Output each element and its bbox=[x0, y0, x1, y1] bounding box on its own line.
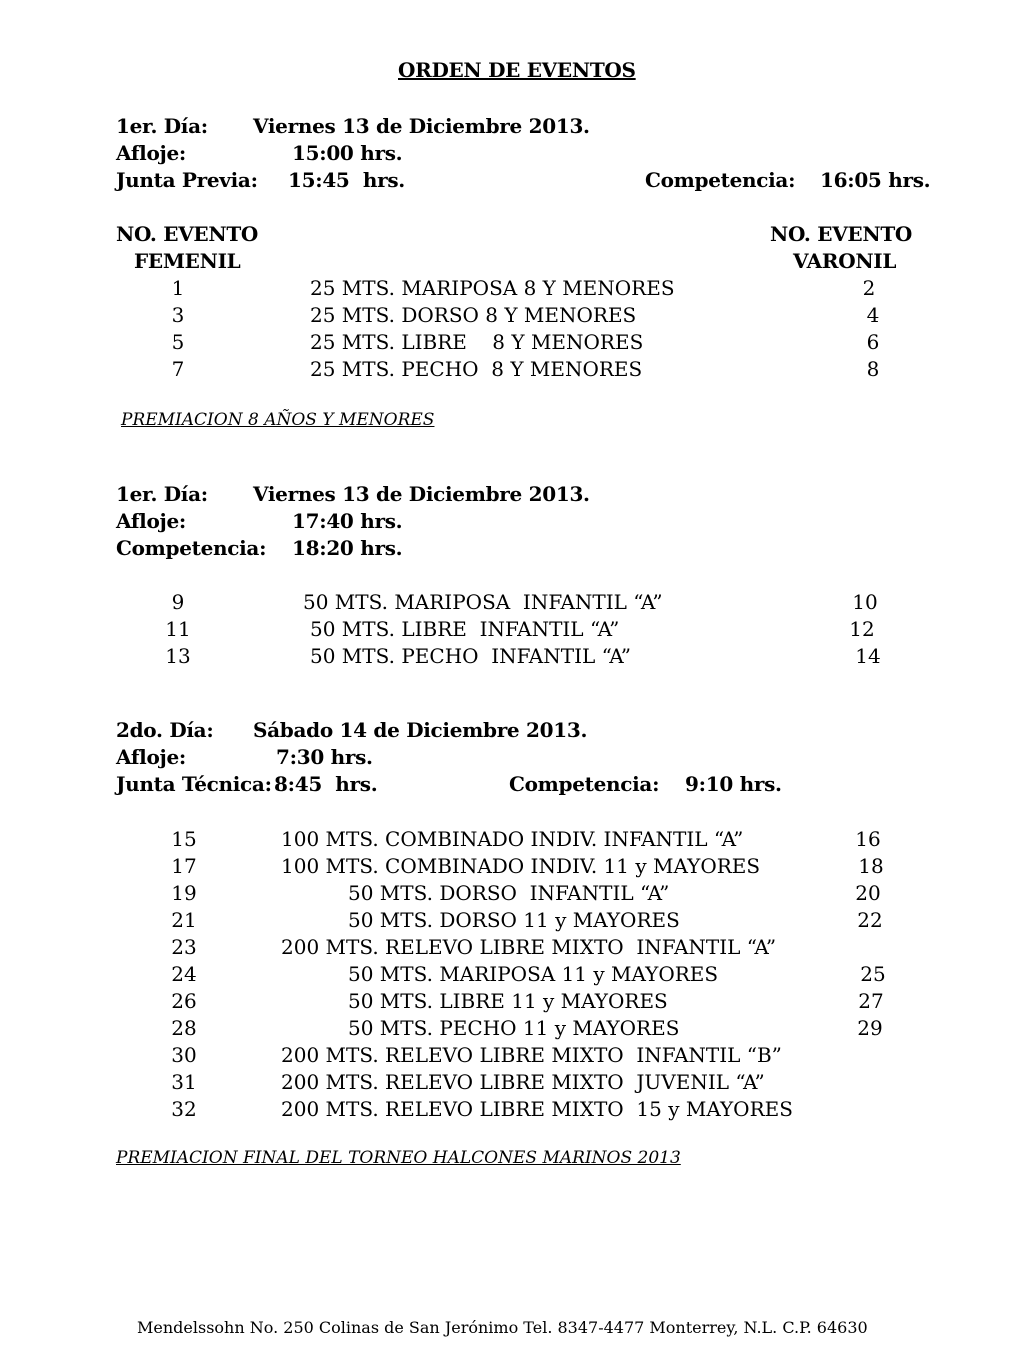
event-number-varonil: 8 bbox=[866, 357, 880, 381]
event-number-varonil: 20 bbox=[855, 881, 881, 905]
event-number-varonil: 12 bbox=[849, 617, 875, 641]
event-name: 50 MTS. PECHO INFANTIL “A” bbox=[310, 644, 631, 668]
day-label: 1er. Día: bbox=[116, 114, 208, 138]
header-varonil-2: VARONIL bbox=[793, 249, 897, 273]
competencia-value: 18:20 hrs. bbox=[292, 536, 403, 560]
event-name: 200 MTS. RELEVO LIBRE MIXTO 15 y MAYORES bbox=[281, 1097, 793, 1121]
event-name: 50 MTS. MARIPOSA INFANTIL “A” bbox=[303, 590, 663, 614]
footer-address: Mendelssohn No. 250 Colinas de San Jerónimo Tel. 8347-4477 Monterrey, N.L. C.P. 64630 bbox=[137, 1318, 868, 1337]
event-name: 200 MTS. RELEVO LIBRE MIXTO INFANTIL “A” bbox=[281, 935, 777, 959]
day-value: Sábado 14 de Diciembre 2013. bbox=[253, 718, 588, 742]
event-name: 25 MTS. PECHO 8 Y MENORES bbox=[310, 357, 643, 381]
event-number-femenil: 19 bbox=[171, 881, 197, 905]
junta-value: 8:45 hrs. bbox=[274, 772, 378, 796]
event-number-femenil: 24 bbox=[171, 962, 197, 986]
event-name: 50 MTS. PECHO 11 y MAYORES bbox=[348, 1016, 680, 1040]
page-title: ORDEN DE EVENTOS bbox=[398, 58, 636, 82]
day-value: Viernes 13 de Diciembre 2013. bbox=[253, 482, 590, 506]
event-number-femenil: 17 bbox=[171, 854, 197, 878]
event-number-varonil: 2 bbox=[862, 276, 876, 300]
event-name: 50 MTS. MARIPOSA 11 y MAYORES bbox=[348, 962, 719, 986]
event-number-femenil: 21 bbox=[171, 908, 197, 932]
competencia-label: Competencia: bbox=[645, 168, 796, 192]
event-name: 200 MTS. RELEVO LIBRE MIXTO JUVENIL “A” bbox=[281, 1070, 765, 1094]
event-number-femenil: 28 bbox=[171, 1016, 197, 1040]
event-number-varonil: 18 bbox=[858, 854, 884, 878]
event-number-femenil: 15 bbox=[171, 827, 197, 851]
event-number-varonil: 25 bbox=[860, 962, 886, 986]
afloje-value: 15:00 hrs. bbox=[292, 141, 403, 165]
event-name: 200 MTS. RELEVO LIBRE MIXTO INFANTIL “B” bbox=[281, 1043, 782, 1067]
afloje-value: 17:40 hrs. bbox=[292, 509, 403, 533]
afloje-label: Afloje: bbox=[116, 745, 186, 769]
header-femenil-2: FEMENIL bbox=[134, 249, 241, 273]
event-number-varonil: 27 bbox=[858, 989, 884, 1013]
competencia-value: 16:05 hrs. bbox=[820, 168, 931, 192]
event-number-femenil: 9 bbox=[171, 590, 185, 614]
event-number-femenil: 1 bbox=[171, 276, 185, 300]
premiacion-final: PREMIACION FINAL DEL TORNEO HALCONES MARINOS 2013 bbox=[116, 1148, 681, 1168]
day-label: 1er. Día: bbox=[116, 482, 208, 506]
event-name: 25 MTS. MARIPOSA 8 Y MENORES bbox=[310, 276, 675, 300]
event-number-varonil: 10 bbox=[852, 590, 878, 614]
header-varonil-1: NO. EVENTO bbox=[770, 222, 913, 246]
event-number-varonil: 16 bbox=[855, 827, 881, 851]
event-number-femenil: 13 bbox=[165, 644, 191, 668]
event-number-femenil: 23 bbox=[171, 935, 197, 959]
event-name: 25 MTS. LIBRE 8 Y MENORES bbox=[310, 330, 644, 354]
event-number-femenil: 31 bbox=[171, 1070, 197, 1094]
event-name: 25 MTS. DORSO 8 Y MENORES bbox=[310, 303, 637, 327]
junta-value: 15:45 hrs. bbox=[288, 168, 405, 192]
competencia-value: 9:10 hrs. bbox=[685, 772, 782, 796]
premiacion-8-menores: PREMIACION 8 AÑOS Y MENORES bbox=[121, 410, 435, 430]
day-label: 2do. Día: bbox=[116, 718, 214, 742]
competencia-label: Competencia: bbox=[509, 772, 660, 796]
event-name: 100 MTS. COMBINADO INDIV. 11 y MAYORES bbox=[281, 854, 761, 878]
junta-label: Junta Previa: bbox=[116, 168, 258, 192]
junta-label: Junta Técnica: bbox=[116, 772, 272, 796]
day-value: Viernes 13 de Diciembre 2013. bbox=[253, 114, 590, 138]
event-name: 50 MTS. DORSO INFANTIL “A” bbox=[348, 881, 670, 905]
event-name: 50 MTS. LIBRE 11 y MAYORES bbox=[348, 989, 668, 1013]
event-number-varonil: 4 bbox=[866, 303, 880, 327]
event-name: 100 MTS. COMBINADO INDIV. INFANTIL “A” bbox=[281, 827, 744, 851]
event-name: 50 MTS. DORSO 11 y MAYORES bbox=[348, 908, 680, 932]
event-number-femenil: 3 bbox=[171, 303, 185, 327]
event-number-varonil: 29 bbox=[857, 1016, 883, 1040]
event-number-varonil: 14 bbox=[855, 644, 881, 668]
event-number-femenil: 30 bbox=[171, 1043, 197, 1067]
event-number-femenil: 7 bbox=[171, 357, 185, 381]
event-name: 50 MTS. LIBRE INFANTIL “A” bbox=[310, 617, 620, 641]
event-number-femenil: 32 bbox=[171, 1097, 197, 1121]
event-number-femenil: 26 bbox=[171, 989, 197, 1013]
competencia-label: Competencia: bbox=[116, 536, 267, 560]
afloje-value: 7:30 hrs. bbox=[276, 745, 373, 769]
event-number-varonil: 22 bbox=[857, 908, 883, 932]
afloje-label: Afloje: bbox=[116, 141, 186, 165]
event-number-femenil: 5 bbox=[171, 330, 185, 354]
event-number-femenil: 11 bbox=[165, 617, 191, 641]
event-number-varonil: 6 bbox=[866, 330, 880, 354]
afloje-label: Afloje: bbox=[116, 509, 186, 533]
header-femenil-1: NO. EVENTO bbox=[116, 222, 259, 246]
